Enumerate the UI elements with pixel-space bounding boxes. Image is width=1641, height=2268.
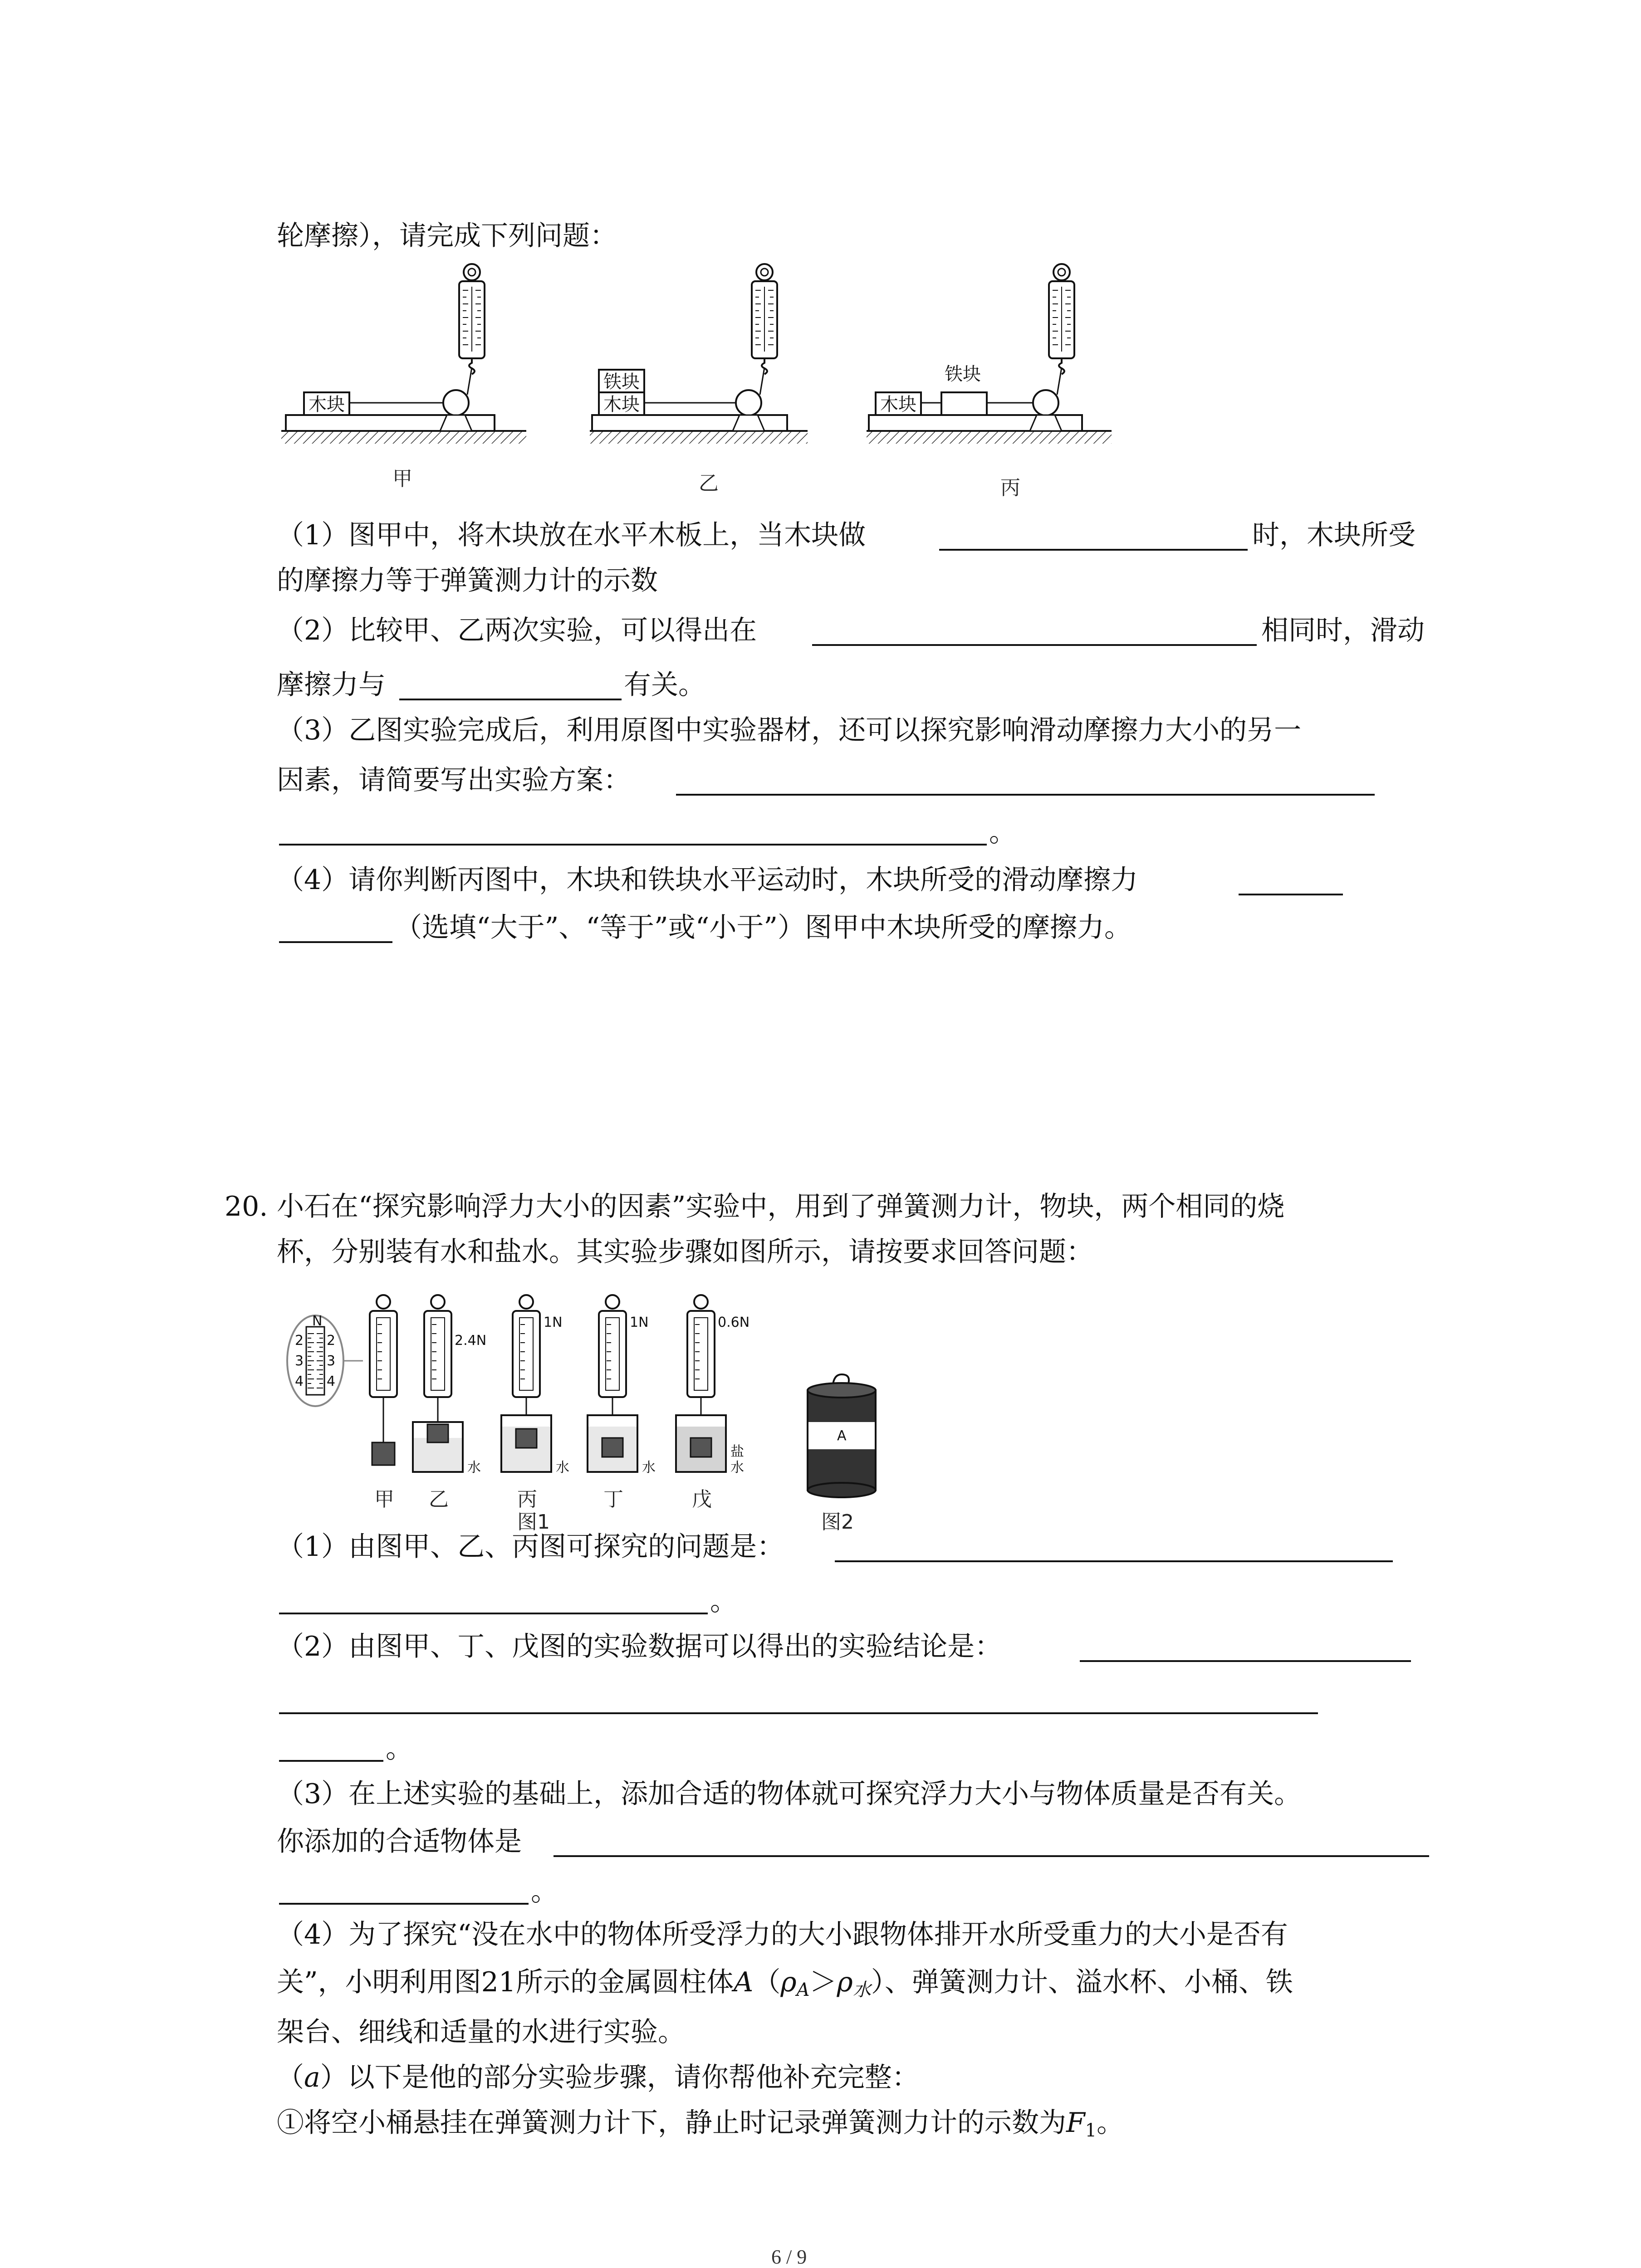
scale-unit: N — [312, 1313, 323, 1329]
water-label: 水 — [467, 1460, 481, 1476]
setup-yi — [590, 264, 808, 495]
svg-text:4: 4 — [327, 1374, 336, 1389]
water-label: 水 — [642, 1460, 656, 1476]
reading-yi: 2.4N — [455, 1333, 487, 1349]
salt-label: 盐 — [730, 1444, 744, 1460]
svg-text:2: 2 — [327, 1333, 336, 1349]
figure-2-caption: 图2 — [821, 1510, 854, 1534]
q20-answer-blank-3a[interactable] — [554, 1855, 1429, 1857]
q19-answer-blank-5b[interactable] — [279, 941, 392, 943]
caption-bing: 丙 — [517, 1488, 537, 1511]
scale-magnifier — [287, 1313, 363, 1406]
cylinder-a — [808, 1374, 876, 1534]
q20-p3-b: 你添加的合适物体是 — [277, 1826, 522, 1857]
q19-p2-a: （2）比较甲、乙两次实验，可以得出在 — [277, 615, 757, 646]
setup-jia — [281, 264, 526, 490]
q19-answer-blank-4b[interactable] — [279, 844, 987, 846]
q19-p2-d: 有关。 — [624, 669, 705, 701]
caption-wu: 戊 — [692, 1488, 712, 1511]
q20-intro-a: 小石在“探究影响浮力大小的因素”实验中，用到了弹簧测力计，物块，两个相同的烧 — [277, 1191, 1285, 1222]
q20-p4-b: 关”，小明利用图21所示的金属圆柱体$A(\rho_A>\rho_水)$、弹簧测力计、溢水杯、小桶、铁 — [277, 1966, 1293, 2000]
q20-answer-blank-1a[interactable] — [835, 1560, 1393, 1562]
figure-1-caption: 图1 — [517, 1510, 550, 1534]
q19-p1-b: 时，木块所受 — [1252, 519, 1416, 551]
q20-answer-blank-2a[interactable] — [1080, 1660, 1411, 1662]
q19-p3-b: 因素，请简要写出实验方案： — [277, 764, 631, 796]
pulley-icon — [443, 390, 469, 415]
svg-text:3: 3 — [295, 1353, 304, 1369]
pulley-icon — [1033, 390, 1058, 415]
q20-answer-blank-2c[interactable] — [279, 1760, 383, 1762]
q20-p2-end: 。 — [386, 1733, 413, 1765]
pulley-icon — [736, 390, 761, 415]
page-number: 6 / 9 — [771, 2246, 807, 2268]
reading-bing: 1N — [544, 1315, 563, 1330]
block-icon — [516, 1429, 537, 1448]
q20-answer-blank-1b[interactable] — [279, 1613, 708, 1614]
q19-answer-blank-5a[interactable] — [1239, 894, 1343, 895]
q19-answer-blank-3[interactable] — [399, 699, 622, 700]
svg-text:4: 4 — [295, 1374, 304, 1389]
q20-answer-blank-2b[interactable] — [279, 1712, 1318, 1714]
reading-ding: 1N — [630, 1315, 649, 1330]
q20-p4-a: （4）为了探究“没在水中的物体所受浮力的大小跟物体排开水所受重力的大小是否有 — [277, 1919, 1288, 1950]
cylinder-label: A — [837, 1428, 847, 1444]
q19-p4-b: （选填“大于”、“等于”或“小于”）图甲中木块所受的摩擦力。 — [395, 912, 1132, 943]
salt-water-label: 水 — [730, 1460, 744, 1476]
block-icon — [691, 1438, 711, 1457]
spring-scale-icon — [1049, 264, 1074, 374]
q20-p1-end: 。 — [710, 1585, 737, 1617]
q19-p2-c: 摩擦力与 — [277, 669, 386, 701]
caption-yi: 乙 — [429, 1488, 449, 1511]
q20-p1-a: （1）由图甲、乙、丙图可探究的问题是： — [277, 1531, 784, 1563]
iron-block-icon — [941, 392, 987, 415]
q19-intro-tail: 轮摩擦），请完成下列问题： — [277, 220, 617, 252]
block-icon — [602, 1438, 623, 1457]
q20-intro-b: 杯，分别装有水和盐水。其实验步骤如图所示，请按要求回答问题： — [277, 1236, 1093, 1268]
spring-scale-icon — [752, 264, 777, 374]
setup-ding — [588, 1295, 656, 1511]
iron-label: 铁块 — [945, 364, 981, 385]
setup-bing — [501, 1295, 569, 1511]
caption-jia: 甲 — [374, 1488, 394, 1511]
setup-jia — [370, 1295, 397, 1511]
q19-p1-c: 的摩擦力等于弹簧测力计的示数 — [277, 565, 658, 596]
q20-buoyancy-figure — [281, 1293, 926, 1547]
iron-label: 铁块 — [603, 371, 640, 392]
caption-bing: 丙 — [1000, 476, 1020, 499]
wood-label: 木块 — [603, 394, 640, 415]
q19-p3-a: （3）乙图实验完成后，利用原图中实验器材，还可以探究影响滑动摩擦力大小的另一 — [277, 714, 1302, 746]
wood-label: 木块 — [880, 394, 916, 415]
block-icon — [427, 1424, 448, 1442]
svg-text:2: 2 — [295, 1333, 304, 1349]
q19-p1-a: （1）图甲中，将木块放在水平木板上，当木块做 — [277, 519, 866, 551]
caption-jia: 甲 — [392, 467, 412, 490]
rho-a: $\rho_A$ — [780, 1966, 810, 2000]
q19-answer-blank-4a[interactable] — [676, 794, 1375, 796]
reading-wu: 0.6N — [718, 1315, 750, 1330]
rho-water: $\rho_水$ — [837, 1966, 871, 2000]
wood-label: 木块 — [309, 394, 345, 415]
setup-wu — [676, 1295, 749, 1511]
setup-yi — [413, 1295, 486, 1511]
block-icon — [372, 1442, 395, 1465]
caption-yi: 乙 — [699, 472, 719, 495]
q19-friction-figure — [272, 259, 1134, 513]
q20-p3-a: （3）在上述实验的基础上，添加合适的物体就可探究浮力大小与物体质量是否有关。 — [277, 1778, 1302, 1810]
spring-scale-icon — [459, 264, 485, 374]
setup-bing — [867, 264, 1112, 499]
q20-pa: （a）以下是他的部分实验步骤，请你帮他补充完整： — [277, 2062, 919, 2093]
q19-p3-end: 。 — [989, 816, 1016, 848]
q20-p4-c: 架台、细线和适量的水进行实验。 — [277, 2016, 685, 2048]
q19-answer-blank-2[interactable] — [812, 644, 1257, 646]
caption-ding: 丁 — [603, 1488, 623, 1511]
q19-p2-b: 相同时，滑动 — [1261, 615, 1425, 646]
q20-p3-end: 。 — [531, 1876, 558, 1907]
water-label: 水 — [556, 1460, 569, 1476]
q20-number: 20. — [225, 1191, 268, 1222]
q20-answer-blank-3b[interactable] — [279, 1903, 529, 1905]
q19-answer-blank-1[interactable] — [939, 549, 1248, 551]
var-a: A — [734, 1966, 754, 1998]
svg-text:3: 3 — [327, 1353, 336, 1369]
q20-step-1: ①将空小桶悬挂在弹簧测力计下，静止时记录弹簧测力计的示数为$F_1$。 — [277, 2107, 1124, 2141]
q19-p4-a: （4）请你判断丙图中，木块和铁块水平运动时，木块所受的滑动摩擦力 — [277, 864, 1138, 896]
q20-p2-a: （2）由图甲、丁、戊图的实验数据可以得出的实验结论是： — [277, 1631, 1002, 1662]
